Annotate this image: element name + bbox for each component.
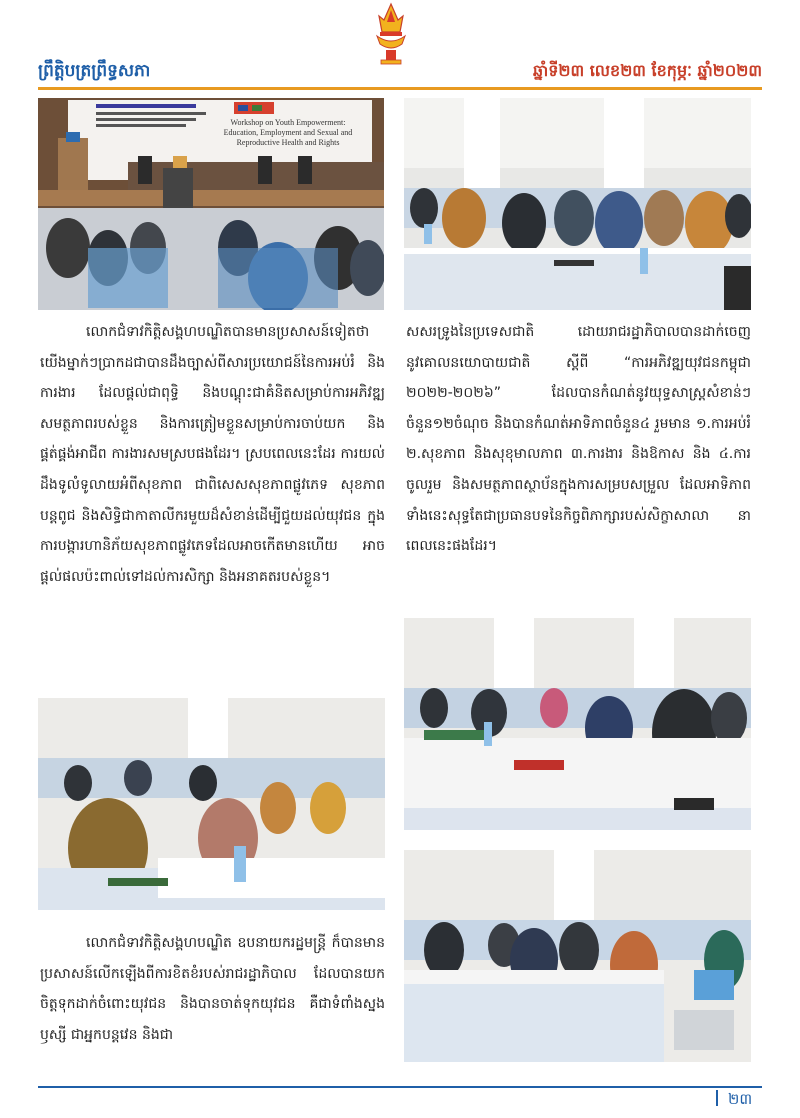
footer-tick (716, 1090, 718, 1106)
paragraph-2: សសរទ្រូងនៃប្រទេសជាតិ ដោយរាជរដ្ឋាភិបាលបានដាក់ចេញនូវគោលនយោបាយជាតិ ស្តីពី “ការអភិវឌ្ឍយុវជនកម្ពុជា ២០២២-២០២៦” ដែលបានកំណត់នូវយុទ្ធសាស្រ្តសំខាន់ៗចំនួន១២ចំណុច និងបានកំណត់អាទិភាពចំនួន៤ រួមមាន ១.ការអប់រំ ២.សុខភាព និងសុខុមាលភាព ៣.ការងារ និងឱកាស និង ៤.ការចូលរួម និងសមត្ថភាពស្ថាប័នក្នុងការសម្របសម្រួល ដែលអាទិភាពទាំងនេះសុទ្ធតែជាប្រធានបទនៃកិច្ចពិភាក្សារបស់សិក្ខាសាលា នាពេលនេះផងដែរ។ (406, 324, 751, 555)
paragraph-3: លោកជំទាវកិត្តិសង្គហបណ្ឌិត ឧបនាយករដ្ឋមន្ត្រី ក៏បានមានប្រសាសន៍លើកឡើងពីការខិតខំរបស់រាជរដ្ឋាភិបាល ដែលបានយកចិត្តទុកដាក់ចំពោះយុវជន និងបានចាត់ទុកយុវជន គឺជាទំពាំងស្នងឫស្សី ជាអ្នកបន្តវេន និងជា (40, 935, 385, 1043)
photo-officials-front-row (404, 618, 751, 830)
photo-officials-seated (404, 850, 751, 1062)
footer-divider (38, 1086, 762, 1088)
photo-audience-top-right (404, 98, 751, 310)
page-number: ២៣ (728, 1090, 753, 1108)
paragraph-1: លោកជំទាវកិត្តិសង្គហបណ្ឌិតបានមានប្រសាសន៍ទៀតថា យើងម្នាក់ៗប្រាកដជាបានដឹងច្បាស់ពីសារប្រយោជន៍នៃការអប់រំ និងការងារ ដែលផ្តល់ជាពុទ្ធិ និងបណ្ដុះជាគំនិតសម្រាប់ការអភិវឌ្ឍសមត្ថភាពរបស់ខ្លួន និងការត្រៀមខ្លួនសម្រាប់ការចាប់យក និងផ្គត់ផ្គង់អាជីព ការងារសមស្របផងដែរ។ ស្របពេលនេះដែរ ការយល់ដឹងទូលំទូលាយអំពីសុខភាព ជាពិសេសសុខភាពផ្លូវភេទ សុខភាពបន្តពូជ និងសិទ្ធិជាកាតាលីករមួយដ៏សំខាន់ដើម្បីជួយដល់យុវជន ក្នុងការបង្ការហានិភ័យសុខភាពផ្លូវភេទដែលអាចកើតមានហើយ អាចផ្តល់ផលប៉ះពាល់ទៅដល់ការសិក្សា និងអនាគតរបស់ខ្លួន។ (40, 324, 385, 585)
national-emblem-logo (369, 2, 413, 66)
photo-workshop-stage (38, 98, 384, 310)
banner-text: Workshop on Youth Empowerment: Education, Employment and Sexual and Reproductive Health and Rights (223, 118, 353, 147)
bulletin-title: ព្រឹត្តិបត្រព្រឹទ្ធសភា (38, 61, 151, 81)
header-divider (38, 87, 762, 90)
issue-info: ឆ្នាំទី២៣ លេខ២៣ ខែកុម្ភៈ ឆ្នាំ២០២៣ (532, 61, 762, 80)
photo-audience-left (38, 698, 385, 910)
